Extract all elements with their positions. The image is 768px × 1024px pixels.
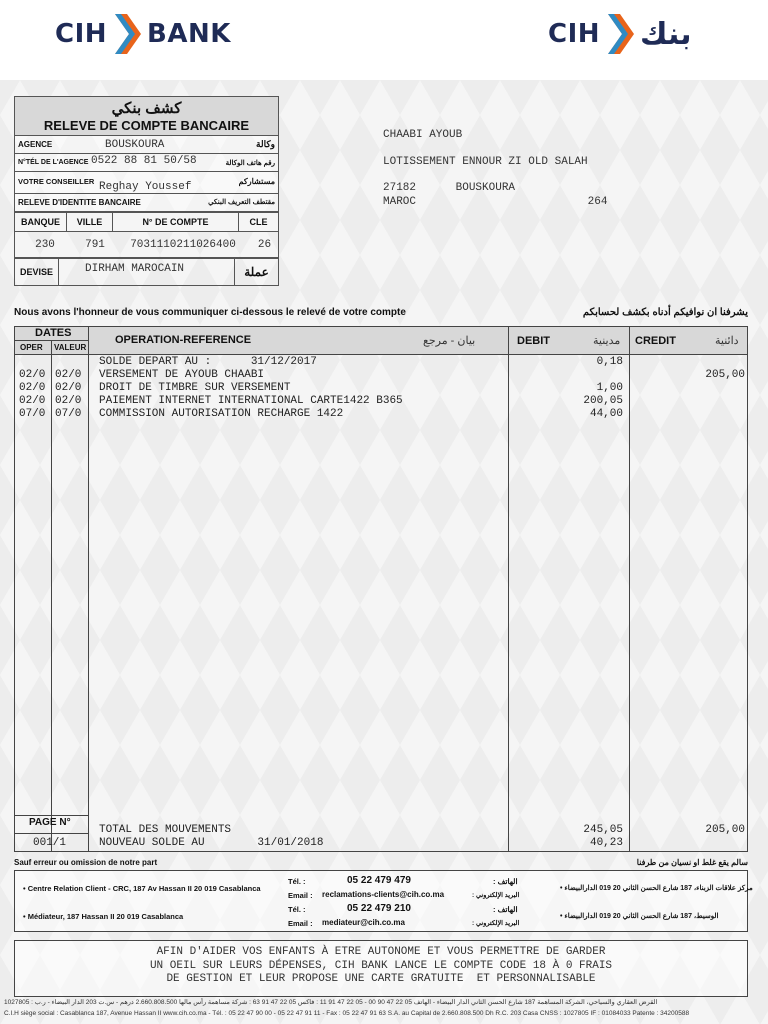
chevron-logo-icon <box>113 14 141 54</box>
row-1-label: VERSEMENT DE AYOUB CHAABI <box>99 369 265 381</box>
address-line-1: CHAABI AYOUB <box>383 129 463 141</box>
address-line-3: 27182 BOUSKOURA <box>383 182 516 194</box>
promo-line-2: UN OEIL SUR LEURS DÉPENSES, CIH BANK LANCE LE COMPTE CODE 18 À 0 FRAIS <box>149 959 613 972</box>
logo-text-cih: CIH <box>55 19 108 49</box>
advisor-label: VOTRE CONSEILLER <box>18 177 95 186</box>
crc-tel-label: Tél. : <box>288 877 306 886</box>
row-4-debit: 44,00 <box>589 408 623 420</box>
crc-phone[interactable]: 05 22 479 479 <box>347 875 411 886</box>
row-3-debit: 200,05 <box>583 395 623 407</box>
mediator-address-ar: • الوسيط، 187 شارع الحسن الثاني 20 019 الدارالبيضاء <box>560 913 719 920</box>
total-label: TOTAL DES MOUVEMENTS <box>99 824 232 836</box>
crc-email-label-ar: : البريد الإلكتروني <box>472 892 520 899</box>
header-debit-ar: مدينية <box>593 335 621 347</box>
promo-box <box>14 940 748 997</box>
col-divider-debit <box>508 327 509 851</box>
header-credit-ar: دائنية <box>715 335 739 347</box>
row-2-label: DROIT DE TIMBRE SUR VERSEMENT <box>99 382 291 394</box>
currency-label-ar: عملة <box>234 259 278 285</box>
cih-bank-logo-arabic <box>548 12 691 56</box>
med-email[interactable]: mediateur@cih.co.ma <box>322 918 405 927</box>
disclaimer-fr: Sauf erreur ou omission de notre part <box>14 858 158 867</box>
med-tel-label: Tél. : <box>288 905 306 914</box>
row-3-oper: 02/0 <box>19 395 46 407</box>
transactions-table <box>14 326 748 852</box>
legal-text-ar: 1027805 : القرض العقاري والسياحي، الشركة المساهمة 187 شارع الحسن الثاني الدار البيضاء - الهاتف 05 22 47 90 00 - 05 22 47 91 11 : فاكس 05 22 47 91 63 : شركة مساهمة رأس مالها 2.660.808.500 درهم - س.ت 203 الدار البيضاء - ر.ب <box>4 999 658 1006</box>
dates-subheader-line <box>15 340 88 341</box>
chevron-logo-icon <box>606 14 634 54</box>
agence-row <box>14 136 279 154</box>
crc-address: • Centre Relation Client - CRC, 187 Av Hassan II 20 019 Casablanca <box>23 884 261 893</box>
address-line-2: LOTISSEMENT ENNOUR ZI OLD SALAH <box>383 156 588 168</box>
rib-header-ville: VILLE <box>67 213 113 231</box>
row-0-debit: 0,18 <box>596 356 623 368</box>
agency-phone-value: 0522 88 81 50/58 <box>91 155 197 167</box>
col-divider-credit <box>629 327 630 851</box>
med-phone[interactable]: 05 22 479 210 <box>347 903 411 914</box>
total-credit: 205,00 <box>705 824 745 836</box>
col-divider-oper <box>51 341 52 851</box>
row-2-debit: 1,00 <box>596 382 623 394</box>
rib-headers <box>14 212 279 232</box>
rib-values <box>14 232 279 258</box>
col-divider-dates <box>88 327 89 851</box>
advisor-label-ar: مستشاركم <box>238 177 275 186</box>
row-1-valeur: 02/0 <box>55 369 82 381</box>
intro-text-fr: Nous avons l'honneur de vous communiquer ci-dessous le relevé de votre compte <box>14 307 406 318</box>
row-2-oper: 02/0 <box>19 382 46 394</box>
crc-address-ar: • مركز علاقات الزبناء، 187 شارع الحسن الثاني 20 019 الدارالبيضاء <box>560 885 753 892</box>
row-4-oper: 07/0 <box>19 408 46 420</box>
address-line-4: MAROC 264 <box>383 196 608 208</box>
rib-label-ar: مقتطف التعريف البنكي <box>208 199 275 206</box>
statement-title-fr: RELEVE DE COMPTE BANCAIRE <box>43 118 250 133</box>
statement-title-ar: كشف بنكي <box>111 100 182 117</box>
page-value: 001/1 <box>33 837 67 849</box>
promo-line-1: AFIN D'AIDER VOS ENFANTS À ETRE AUTONOME ET VOUS PERMETTRE DE GARDER <box>156 946 606 958</box>
agency-phone-label: N°TÉL DE L'AGENCE <box>18 159 89 166</box>
crc-email-label: Email : <box>288 891 313 900</box>
agency-phone-row <box>14 154 279 172</box>
logo-text-arabic: بنك <box>640 16 692 52</box>
header-credit: CREDIT <box>635 335 676 347</box>
rib-label-row <box>14 194 279 212</box>
agence-label-ar: وكالة <box>256 139 275 149</box>
currency-value: DIRHAM MAROCAIN <box>85 263 185 275</box>
med-email-label: Email : <box>288 919 313 928</box>
rib-value-banque: 230 <box>35 238 55 251</box>
rib-value-cle: 26 <box>257 238 272 251</box>
row-4-label: COMMISSION AUTORISATION RECHARGE 1422 <box>99 408 344 420</box>
logo-text-cih-ar: CIH <box>548 19 601 49</box>
currency-label: DEVISE <box>15 259 59 285</box>
rib-header-account: N° DE COMPTE <box>113 213 239 231</box>
row-4-valeur: 07/0 <box>55 408 82 420</box>
new-balance-debit: 40,23 <box>589 837 623 849</box>
header-operation-ar: بيان - مرجع <box>423 335 476 347</box>
rib-header-banque: BANQUE <box>15 213 67 231</box>
rib-value-ville: 791 <box>85 238 105 251</box>
cih-bank-logo <box>55 12 231 56</box>
mediator-address: • Médiateur, 187 Hassan II 20 019 Casablanca <box>23 912 184 921</box>
agence-label: AGENCE <box>18 140 53 149</box>
promo-line-3: DE GESTION ET LEUR PROPOSE UNE CARTE GRATUITE ET PERSONNALISABLE <box>166 973 596 985</box>
row-1-credit: 205,00 <box>705 369 745 381</box>
agence-value: BOUSKOURA <box>105 139 165 151</box>
med-email-label-ar: : البريد الإلكتروني <box>472 920 520 927</box>
row-1-oper: 02/0 <box>19 369 46 381</box>
crc-tel-label-ar: : الهاتف <box>493 877 518 886</box>
header-valeur: VALEUR <box>54 343 87 352</box>
row-0-label: SOLDE DEPART AU : 31/12/2017 <box>99 356 317 368</box>
header-dates: DATES <box>35 327 72 339</box>
header-debit: DEBIT <box>517 335 550 347</box>
rib-value-account: 7031110211026400 <box>130 238 236 251</box>
total-debit: 245,05 <box>583 824 623 836</box>
legal-text-fr: C.I.H siège social : Casablanca 187, Avenue Hassan II www.cih.co.ma - Tél. : 05 22 47 90 00 - 05 22 47 91 11 - Fax : 05 22 47 91 63 S.A. au Capital de 2.660.808.500 Dh R.C. 203 Casa CNSS : 1027805 IF : 01084033 Patente : 34200588 <box>4 1010 690 1017</box>
advisor-row <box>14 172 279 194</box>
advisor-value: Reghay Youssef <box>99 181 192 193</box>
logo-text-bank: BANK <box>147 19 231 49</box>
disclaimer-ar: سالم يقع غلط او نسيان من طرفنا <box>636 858 748 867</box>
rib-header-cle: CLE <box>249 217 268 227</box>
contact-box <box>14 870 753 932</box>
rib-label: RELEVE D'IDENTITE BANCAIRE <box>18 198 141 207</box>
intro-text-ar: يشرفنا ان نوافيكم أدناه بكشف لحسابكم <box>582 307 748 318</box>
header-oper: OPER <box>20 343 43 352</box>
currency-row <box>14 258 279 286</box>
row-3-valeur: 02/0 <box>55 395 82 407</box>
med-tel-label-ar: : الهاتف <box>493 905 518 914</box>
crc-email[interactable]: reclamations-clients@cih.co.ma <box>322 890 445 899</box>
row-2-valeur: 02/0 <box>55 382 82 394</box>
new-balance-label: NOUVEAU SOLDE AU 31/01/2018 <box>99 837 324 849</box>
page-box-line-2 <box>15 833 88 834</box>
page-box-line <box>15 815 88 816</box>
agency-phone-label-ar: رقم هاتف الوكالة <box>225 160 275 167</box>
page-label: PAGE N° <box>29 817 71 828</box>
statement-title-box <box>14 96 279 136</box>
row-3-label: PAIEMENT INTERNET INTERNATIONAL CARTE1422 B365 <box>99 395 403 407</box>
header-operation: OPERATION-REFERENCE <box>115 334 252 346</box>
